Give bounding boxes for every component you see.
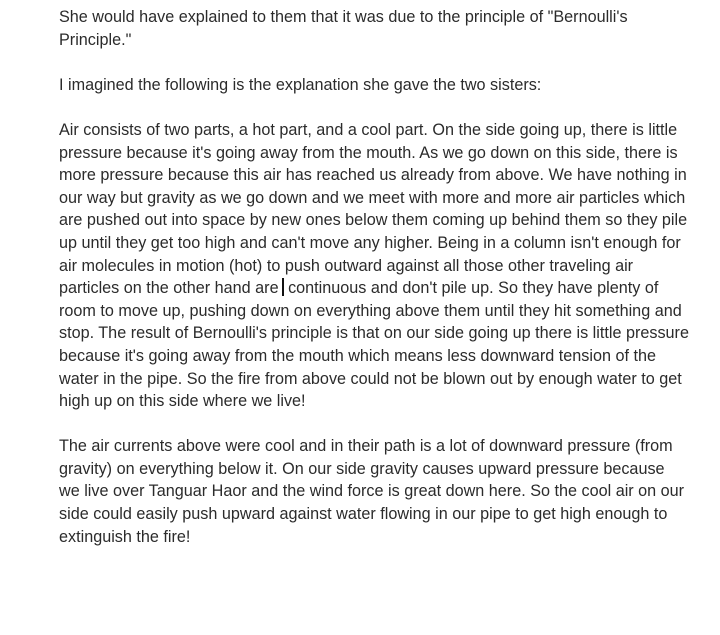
- explanation-text-after-cursor: continuous and don't pile up. So they have plenty of room to move up, pushing down on everything above them until they hit something and stop. The result of Bernoulli's principle is that on our side going up there is little pressure because it's going away from the mouth which means less downward tension of the water in the pipe. So the fire from above could not be blown out by enough water to get high up on this side where we live!: [59, 279, 689, 411]
- paragraph-explanation: [59, 119, 689, 413]
- document-body[interactable]: [59, 6, 689, 571]
- paragraph-conclusion: The air currents above were cool and in their path is a lot of downward pressure (from gravity) on everything below it. On our side gravity causes upward pressure because we live over Tanguar Haor and the wind force is great down here. So the cool air on our side could easily push upward against water flowing in our pipe to get high enough to extinguish the fire!: [59, 437, 685, 546]
- paragraph-lead-in: I imagined the following is the explanation she gave the two sisters:: [59, 75, 542, 94]
- explanation-text-before-cursor: Air consists of two parts, a hot part, and a cool part. On the side going up, there is little pressure because it's going away from the mouth. As we go down on this side, there is more pressure because this air has reached us already from above. We have nothing in our way but gravity as we go down and we meet with more and more air particles which are pushed out into space by new ones below them coming up behind them so they pile up until they get too high and can't move any higher. Being in a column isn't enough for air molecules in motion (hot) to push outward against all those other traveling air particles on the other hand are: [59, 120, 688, 298]
- paragraph-intro: She would have explained to them that it was due to the principle of "Bernoulli's Principle.": [59, 8, 628, 49]
